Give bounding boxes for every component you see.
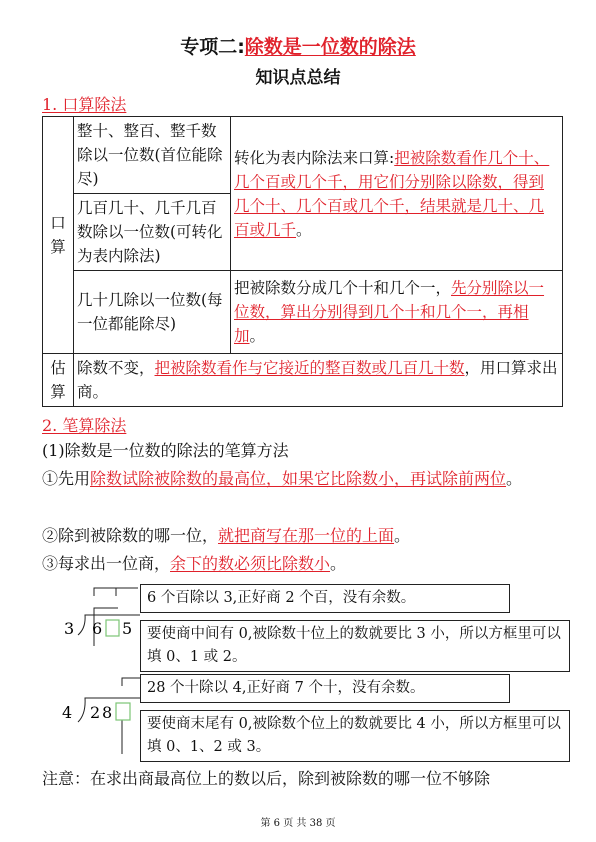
explanation-box: 6 个百除以 3,正好商 2 个百，没有余数。	[140, 584, 510, 613]
kousuan-label: 口算	[50, 214, 66, 256]
row12-right-cell	[231, 117, 563, 271]
divisor-digit: 3	[64, 619, 75, 638]
row3-right-end: 。	[249, 327, 266, 345]
p4-red: 余下的数必须比除数小	[170, 554, 331, 573]
p3-end: 。	[394, 526, 411, 545]
quotient-bracket	[122, 678, 140, 686]
row3-left-cell	[74, 271, 231, 354]
divisor-digit: 4	[62, 703, 73, 722]
p3-plain: ②除到被除数的哪一位，	[42, 526, 219, 545]
row2-left-cell	[74, 194, 231, 271]
mental-division-table	[42, 116, 563, 407]
page-subtitle: 知识点总结	[255, 68, 341, 88]
p2-plain: ①先用	[42, 469, 91, 488]
row3-right-plain: 把被除数分成几个十和几个一，	[234, 279, 452, 297]
dividend-digit-3: 5	[122, 619, 133, 638]
paragraph-3	[42, 523, 557, 548]
page-footer: 第 6 页 共 38 页	[260, 818, 336, 829]
row3-right-cell	[231, 271, 563, 354]
p2-red: 除数试除被除数的最高位，如果它比除数小，再试除前两位	[90, 469, 507, 488]
p4-plain: ③每求出一位商，	[42, 554, 171, 573]
table-row	[43, 117, 563, 194]
row4-cell	[74, 354, 563, 407]
division-diagram-2	[58, 670, 148, 760]
paragraph-1: (1)除数是一位数的除法的笔算方法	[42, 441, 289, 460]
dividend-digit-2: 8	[102, 703, 113, 722]
division-diagram-1	[58, 580, 148, 660]
title-main: 除数是一位数的除法	[244, 36, 416, 58]
gusuan-cell	[43, 354, 74, 407]
row3-left-text: 几十几除以一位数(每一位都能除尽)	[77, 291, 223, 333]
explanation-box: 要使商中间有 0,被除数十位上的数就要比 3 小，所以方框里可以填 0、1 或 2。	[140, 620, 570, 672]
blank-box	[106, 620, 119, 636]
table-row	[43, 354, 563, 407]
p2-end: 。	[506, 469, 523, 488]
blank-box	[116, 703, 130, 720]
row4-plain2: ，用口算求出商。	[77, 359, 558, 401]
paragraph-4	[42, 551, 557, 576]
p4-end: 。	[330, 554, 347, 573]
row3-right-red: 先分别除以一位数，算出分别得到几个十和几个一，再相加	[234, 279, 545, 345]
title-prefix: 专项二:	[180, 36, 245, 58]
table-row	[43, 271, 563, 354]
dividend-digit-1: 2	[90, 703, 101, 722]
row12-right-red: 把被除数看作几个十、几个百或几个千，用它们分别除以除数，得到几个十、几个百或几个千，结果就是几十、几百或几千	[234, 148, 550, 239]
explanation-box: 28 个十除以 4,正好商 7 个十，没有余数。	[140, 674, 510, 703]
paragraph-2	[42, 466, 557, 491]
page-title	[0, 32, 596, 59]
row1-left-text: 整十、整百、整千数除以一位数(首位能除尽)	[77, 122, 223, 188]
row12-right-plain: 转化为表内除法来口算:	[234, 148, 395, 167]
gusuan-label: 估算	[50, 359, 66, 401]
dividend-digit-1: 6	[92, 619, 103, 638]
kousuan-cell	[43, 117, 74, 354]
row4-plain1: 除数不变，	[77, 359, 155, 377]
p3-red: 就把商写在那一位的上面	[218, 526, 395, 545]
row2-left-text: 几百几十、几千几百数除以一位数(可转化为表内除法)	[77, 199, 223, 265]
note-text: 注意：在求出商最高位上的数以后，除到被除数的哪一位不够除	[42, 769, 491, 788]
section-2-heading: 2. 笔算除法	[42, 416, 127, 435]
row12-right-end: 。	[296, 220, 312, 239]
row4-red: 把被除数看作与它接近的整百数或几百几十数	[154, 359, 465, 377]
section-1-heading: 1. 口算除法	[42, 95, 127, 114]
explanation-box: 要使商末尾有 0,被除数个位上的数就要比 4 小，所以方框里可以填 0、1、2 或 3。	[140, 710, 570, 762]
row1-left-cell	[74, 117, 231, 194]
